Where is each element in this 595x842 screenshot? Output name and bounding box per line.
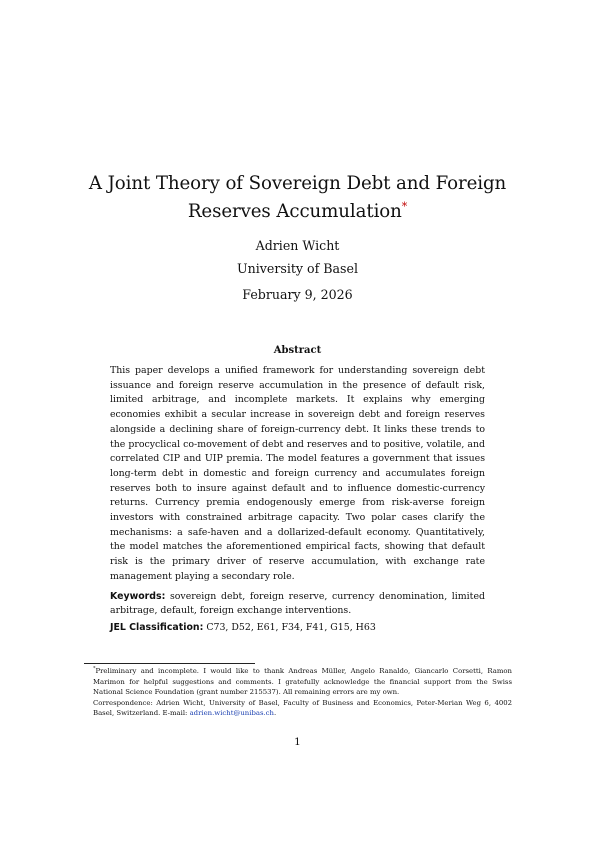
footnote-rule: [84, 663, 255, 664]
footnotes: [84, 666, 512, 719]
abstract-text: This paper develops a unified framework for understanding sovereign debt issuance and foreign reserve accumulation in the presence of default risk, limited arbitrage, and incomplete markets. It explains why emerging economies exhibit a secular increase in sovereign debt and foreign reserves alongside a declining share of foreign-currency debt. It links these trends to the procyclical co-movement of debt and reserves and to positive, volatile, and correlated CIP and UIP premia. The model features a government that issues long-term debt in domestic and foreign currency and accumulates foreign reserves both to insure against default and to influence domestic-currency returns. Currency premia endogenously emerge from risk-averse foreign investors with constrained arbitrage capacity. Two polar cases clarify the mechanisms: a safe-haven and a dollarized-default economy. Quantitatively, the model matches the aforementioned empirical facts, showing that default risk is the primary driver of reserve accumulation, with exchange rate management playing a secondary role.: [110, 365, 485, 582]
footnote-1: [84, 666, 512, 698]
abstract-body: [110, 364, 485, 636]
jel-codes: C73, D52, E61, F34, F41, G15, H63: [206, 621, 376, 633]
keywords-line: [110, 590, 485, 619]
abstract-heading: Abstract: [273, 345, 322, 356]
footnote-2-text: Correspondence: Adrien Wicht, University of Basel, Faculty of Business and Economics, Peter-Merian Weg 6, 4002 Basel, Switzerland. E-mail:: [93, 698, 512, 718]
footnote-2-end: .: [273, 709, 277, 718]
footnote-1-text: Preliminary and incomplete. I would like to thank Andreas Müller, Angelo Ranaldo, Giancarlo Corsetti, Ramon Marimon for helpful suggestions and comments. I gratefully acknowledge the financial support from the Swiss National Science Foundation (grant number 215537). All remaining errors are my own.: [93, 667, 512, 697]
footnote-mark: *: [93, 665, 96, 672]
footnote-2: [84, 698, 512, 719]
title-footnote-mark[interactable]: *: [401, 199, 408, 213]
author-name: Adrien Wicht: [255, 238, 340, 253]
keywords-label: Keywords:: [110, 590, 166, 602]
email-link[interactable]: adrien.wicht@unibas.ch: [189, 709, 274, 718]
author-affiliation: University of Basel: [237, 261, 358, 276]
paper-title: [70, 170, 525, 226]
title-text: A Joint Theory of Sovereign Debt and Foreign Reserves Accumulation: [88, 173, 507, 222]
jel-line: [110, 621, 485, 636]
keywords-text: sovereign debt, foreign reserve, currency denomination, limited arbitrage, default, foreign exchange interventions.: [110, 590, 485, 617]
jel-label: JEL Classification:: [110, 621, 204, 633]
page-number: 1: [294, 736, 301, 748]
paper-date: February 9, 2026: [242, 287, 353, 302]
